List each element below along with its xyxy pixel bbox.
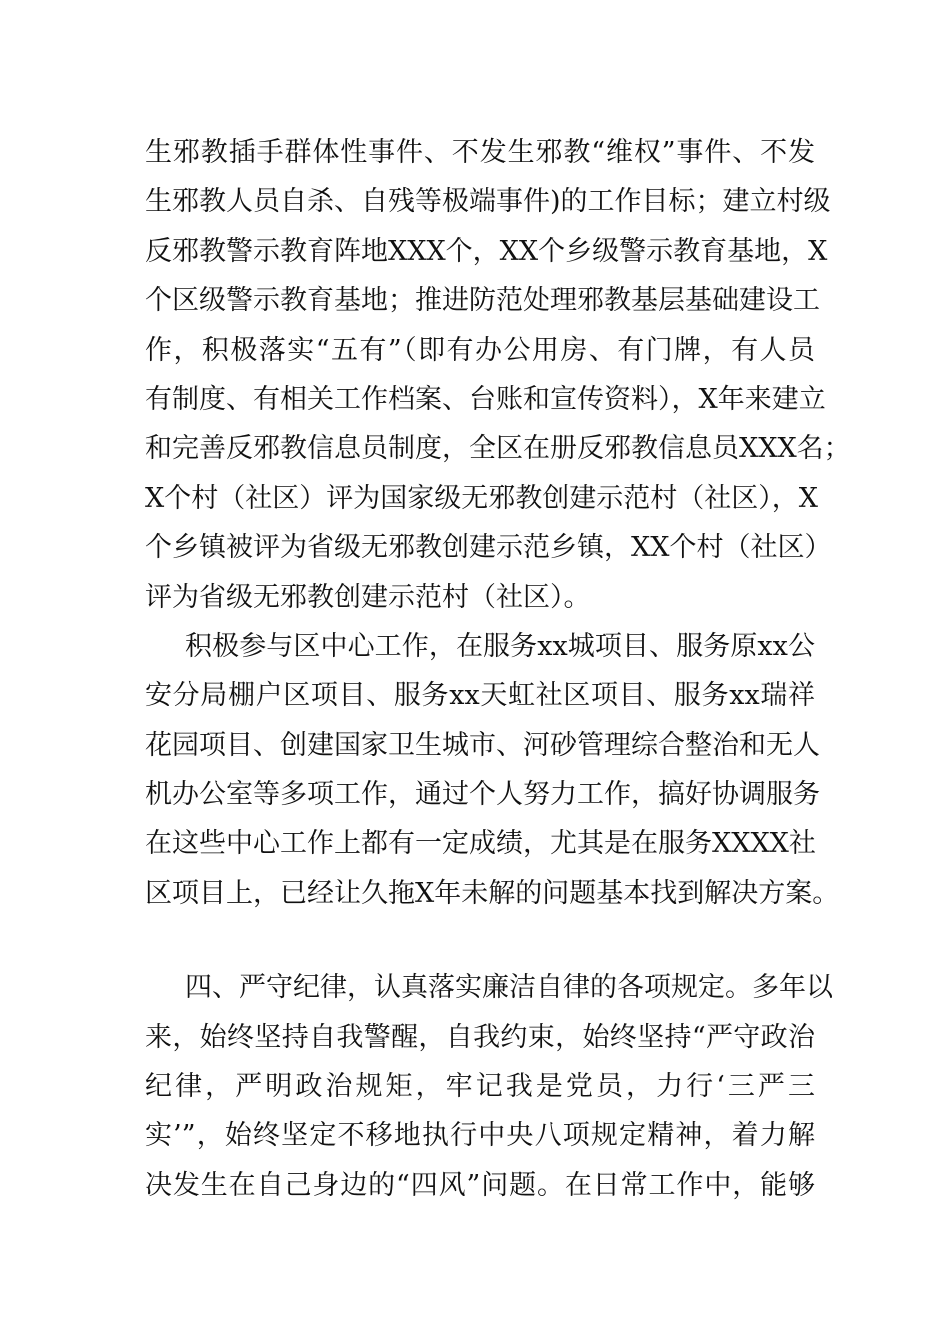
- text-line: 纪律，严明政治规矩，牢记我是党员，力行‘三严三: [145, 1071, 815, 1103]
- text-line: 生邪教插手群体性事件、不发生邪教“维权”事件、不发: [145, 137, 815, 168]
- text-line: 积极参与区中心工作，在服务xx城项目、服务原xx公: [185, 630, 815, 662]
- text-line: 个区级警示教育基地；推进防范处理邪教基层基础建设工: [145, 285, 820, 317]
- paragraph-gap: [145, 918, 815, 963]
- text-line: 评为省级无邪教创建示范村（社区）。: [145, 581, 591, 613]
- paragraph-1: [145, 128, 851, 622]
- text-line: 和完善反邪教信息员制度，全区在册反邪教信息员XXX名；: [145, 433, 851, 465]
- text-line: 有制度、有相关工作档案、台账和宣传资料），X年来建立: [145, 383, 826, 415]
- text-line: 反邪教警示教育阵地XXX个，XX个乡级警示教育基地，X: [145, 235, 828, 267]
- text-line: 安分局棚户区项目、服务xx天虹社区项目、服务xx瑞祥: [145, 680, 815, 712]
- text-line: 在这些中心工作上都有一定成绩，尤其是在服务XXXX社: [145, 828, 816, 860]
- text-line: 区项目上，已经让久拖X年未解的问题基本找到解决方案。: [145, 877, 840, 909]
- text-line: 花园项目、创建国家卫生城市、河砂管理综合整治和无人: [145, 729, 820, 761]
- text-line: X个村（社区）评为国家级无邪教创建示范村（社区），X: [145, 482, 818, 514]
- text-line: 实’”，始终坚定不移地执行中央八项规定精神，着力解: [145, 1120, 815, 1152]
- text-line: 来，始终坚持自我警醒，自我约束，始终坚持“严守政治: [145, 1021, 815, 1053]
- text-line: 四、严守纪律，认真落实廉洁自律的各项规定。多年以: [185, 972, 833, 1004]
- text-line: 决发生在自己身边的“四风”问题。在日常工作中，能够: [145, 1169, 815, 1201]
- document-body: [145, 128, 851, 1210]
- text-line: 个乡镇被评为省级无邪教创建示范乡镇，XX个村（社区）: [145, 532, 832, 564]
- paragraph-3: [145, 963, 833, 1210]
- paragraph-2: [145, 622, 840, 918]
- text-line: 生邪教人员自杀、自残等极端事件)的工作目标；建立村级: [145, 186, 831, 218]
- text-line: 机办公室等多项工作，通过个人努力工作，搞好协调服务: [145, 779, 820, 811]
- text-line: 作，积极落实“五有”（即有办公用房、有门牌，有人员: [145, 334, 815, 366]
